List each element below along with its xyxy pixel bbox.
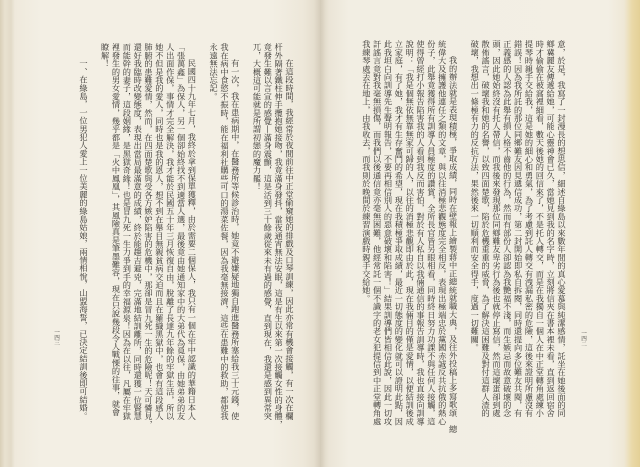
text-column: 說明：「我是個無依無靠無家可歸的人，以往的消極悲觀即由於此，現在我倆目的僅是愛情，以便結訓後成 xyxy=(405,40,416,426)
text-column: 「張萬鑫」為保人，另一個卻始終找不到適當人選，最後竟由她通知家中的大弟代為覓保，由她弟弟的友 xyxy=(176,43,187,421)
text-column: 竟發生難以言宣的感覺—滿身震顫，這是活到三十餘歲從來未有過的感覺，直到現在，我還是感到異常突 xyxy=(263,43,274,421)
text-column: 我的辦法就是表現積極，爭取成績，同時在壁報上繪製蔣中正總統就職大典，及往外投稿上多寫歌頌 總 xyxy=(448,56,459,434)
text-column: 裡發生的男女愛情，幾乎都是「火中鳳凰」，其風險真是筆墨難容，現在只說幾段令人戰慄的往事，就會 xyxy=(111,43,122,417)
left-page-text xyxy=(78,43,295,428)
text-column: 使得曾經打小報告陷害我的人看到我反而害怕，對於有人私自以我倆通信的事報告訓導時，我也直接向訓導 xyxy=(416,40,427,426)
text-column: 份子，此舉竟獲得所有訓導人員極度的讚賞，全所長官皆另眼相看，同時終日努力功課不與任何人接觸，這 xyxy=(426,40,437,426)
text-column: 錯誤！因為我所託的那位同鄉難友因見遞信成功，第二封開始即私自拆閱，同時還提向多位難友共閱，有 xyxy=(513,40,524,418)
paragraph-spacer xyxy=(241,43,252,53)
text-column: 人出面作保，事情才完全解決，我才能於民國五十年三月恢復自由，脫離了長達九年餘的牢獄生活，所以 xyxy=(165,43,176,421)
text-column: 民國四十九年七月，我終於拿到保單獲釋，由於需要二個保人，我只有一個在牢中認識的華籍日本人 xyxy=(187,59,198,421)
text-column: 時才偷偷在被窩裡細看，數天後她的回信來了，不是托人轉交，而是在我獨自一個人在中正堂轉角處練小 xyxy=(535,40,546,418)
text-column: 永遠無法忘記。 xyxy=(209,43,220,101)
paragraph-spacer xyxy=(459,40,470,50)
text-column: 統偉大及擁護他連任之類的文章，與以往消極悲觀態度完全相反，表現出極端忠於黨國赤誠反共抗俄的熱心 xyxy=(437,40,448,426)
text-column: 瞭解！ xyxy=(100,43,111,68)
text-column: 散佈謠言，破壞我和她的名譽，以致四面楚歌，陷於危機重重的威脅，為了解決這困難及對付這群人渣的 xyxy=(481,40,492,418)
text-column: 此我坦白向訓導先生聲明報告，不要再相信別人的惡意破壞和陷害！」結果訓導們皆相信此說，因此一切攻 xyxy=(383,40,394,426)
text-column: 杆外隔著鐵柱伸手攬抱她接吻，我竟滿身發抖，當夜通宵無法安眠，這是有生以來第一次接觸女性的身體， xyxy=(274,43,285,429)
text-column: 在這段時間，我經常於夜間前往中正堂偷窺她的排戲及口琴訓練，因此亦常有機會接觸，有一次在欄 xyxy=(285,59,295,421)
text-column: 破壞，我想出一條極有力的反抗方法，果然後來一切順利而安全得手，度過一切難關。 xyxy=(470,40,481,352)
text-column: 有一次，我在患病期中，在醫務所等候診治時，她竟不避嫌疑地獨自跑進醫務所塞給我三十元錢，使 xyxy=(230,59,241,421)
text-column: 還好我臨時改變態度，表現出當局最滿意的成績，終於能趨吉避兇，完滿地結訓離所，同時還獲一位賢慧 xyxy=(133,43,144,421)
text-column: 她不但是我的愛人，同時也是我的恩人，想不到在舉目無親貧病交迫而且在羅織黑獄中，也會有這段感人 xyxy=(154,43,165,421)
text-column: 意，於是，我寫了一封漫長的想思信，細述自綠島以來數年間的真心愛慕與純潔感情，託坐在她後面的同 xyxy=(557,40,567,418)
text-column: 正義感的人認為此舉有損人格不齒他的行為，然而有部份人卻認為我艷福不淺，而生嫉忌而故意破壞的念 xyxy=(502,40,513,418)
text-column: 我在病中食慾不振時，能在福利社購些可口的湯菜佐餐，因為我毫無接濟，這些在患難中的救助，都使我 xyxy=(219,43,230,421)
book-gutter xyxy=(314,0,326,467)
text-column: 提琴時親手交給我，這是她的細心和勇氣，為了考慮到託人轉交有洩漏私密的危險，這後來證明所慮沒有 xyxy=(524,40,535,418)
text-column: 頭，因此她始終沒有托人帶信，而我後來發現那位同鄉難友卑劣行為後也就停止寫信，然而這壞蛋卻到處 xyxy=(491,40,502,418)
paragraph-spacer xyxy=(197,43,208,53)
paragraph-spacer xyxy=(89,43,100,53)
text-column: 鄉冀麗友傳遞給她，可能心靈神會已久，當她見到我的名字時，立刻將信夾在書本裡未看，直到返回宿舍 xyxy=(546,40,557,418)
right-page-text xyxy=(361,40,567,434)
text-column: 訐謠言竟對我毫無損傷，而我們以後通信竟亦毫無困難，他經常託一個不識字的老女犯提信到中正堂轉角處 xyxy=(372,40,383,426)
section-item-heading: 一、在綠島，一位男犯人愛上一位美麗的綠島姑娘，兩情相悅，山盟海誓，已決定結訓後即可結婚。 xyxy=(78,59,89,421)
text-column: 而能幹的妻子，這段姻緣，是黑獄奇緣！也是冒九死一生力爭到手的幸福源泉！因為在以往，凡屬在牢獄 xyxy=(122,43,133,421)
text-column: 我練琴處丟在地上，由我收去，而我則於晚間於練習演戲時親手交給她。 xyxy=(361,40,372,303)
page-number-right: 一四二 xyxy=(580,330,586,347)
text-column: 兀，大概這可能就是所謂初戀的魔力罷！ xyxy=(252,43,263,191)
text-column: 立家庭，有了她，我才有生存奮鬥的希望，現在我積極爭取成績，最近一切態度的變化就可以證明此點，因 xyxy=(394,40,405,426)
page-number-left: 一四三 xyxy=(53,329,59,346)
text-column: 肺腑的患難愛情，然而，在四面楚歌與受各方嫉妒陷害的危機中，那卻是冒九死一生的危險呢！天可憐見， xyxy=(144,43,155,429)
